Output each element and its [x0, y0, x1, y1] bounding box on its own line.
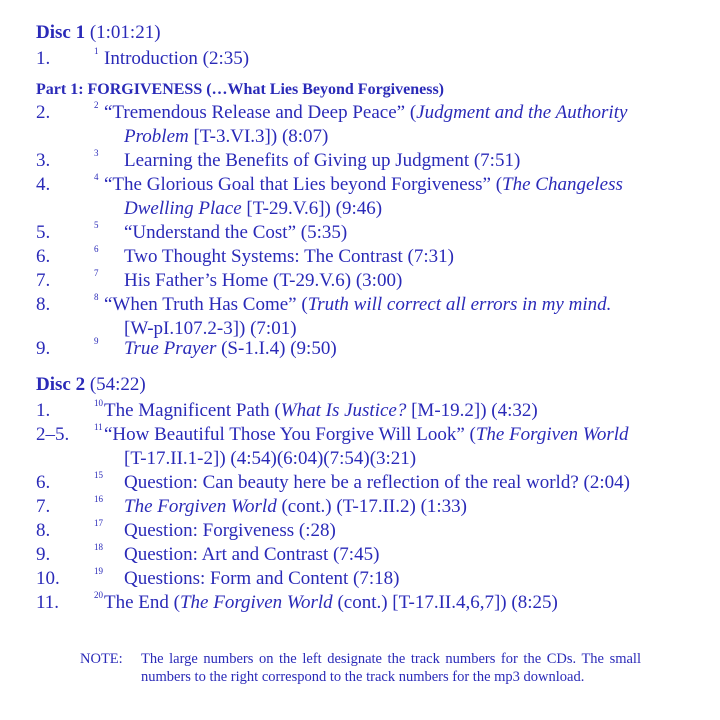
- track-title: Question: Art and Contrast (7:45): [124, 544, 380, 565]
- track-number: 11.: [36, 592, 60, 613]
- disc2-header: [36, 374, 146, 396]
- track-title-continued: [W-pI.107.2-3]) (7:01): [124, 318, 297, 339]
- mp3-track-number: 5: [94, 220, 99, 230]
- mp3-track-number: 1: [94, 46, 99, 56]
- track-title: Questions: Form and Content (7:18): [124, 568, 400, 589]
- track-number: 8.: [36, 294, 51, 315]
- track-title: Question: Forgiveness (:28): [124, 520, 336, 541]
- track-title: The Magnificent Path (What Is Justice? [M-19.2]) (4:32): [104, 400, 538, 421]
- disc1-duration: (1:01:21): [89, 22, 161, 43]
- mp3-track-number: 18: [94, 542, 103, 552]
- track-title: “Tremendous Release and Deep Peace” (Judgment and the Authority: [104, 102, 628, 123]
- track-title-continued: Dwelling Place [T-29.V.6]) (9:46): [124, 198, 383, 219]
- track-number: 8.: [36, 520, 51, 541]
- disc2-label: Disc 2: [36, 374, 86, 395]
- track-title: Question: Can beauty here be a reflection of the real world? (2:04): [124, 472, 630, 493]
- track-number: 6.: [36, 472, 51, 493]
- track-title: “How Beautiful Those You Forgive Will Look” (The Forgiven World: [104, 424, 629, 445]
- track-number: 9.: [36, 544, 51, 565]
- track-number: 4.: [36, 174, 51, 195]
- track-title: “Understand the Cost” (5:35): [124, 222, 348, 243]
- track-number: 10.: [36, 568, 60, 589]
- disc2-duration: (54:22): [89, 374, 146, 395]
- track-number: 9.: [36, 338, 51, 359]
- track-number: 2–5.: [36, 424, 70, 445]
- mp3-track-number: 17: [94, 518, 103, 528]
- track-number: 1.: [36, 400, 51, 421]
- mp3-track-number: 20: [94, 590, 103, 600]
- track-title: The End (The Forgiven World (cont.) [T-17.II.4,6,7]) (8:25): [104, 592, 558, 613]
- track-number: 7.: [36, 270, 51, 291]
- disc1-label: Disc 1: [36, 22, 86, 43]
- mp3-track-number: 10: [94, 398, 103, 408]
- track-title: “When Truth Has Come” (Truth will correct all errors in my mind.: [104, 294, 612, 315]
- track-number: 1.: [36, 48, 51, 69]
- mp3-track-number: 15: [94, 470, 103, 480]
- track-title: True Prayer (S-1.I.4) (9:50): [124, 338, 337, 359]
- mp3-track-number: 6: [94, 244, 99, 254]
- mp3-track-number: 7: [94, 268, 99, 278]
- track-number: 7.: [36, 496, 51, 517]
- track-title: Learning the Benefits of Giving up Judgment (7:51): [124, 150, 521, 171]
- track-number: 3.: [36, 150, 51, 171]
- track-title-continued: Problem [T-3.VI.3]) (8:07): [124, 126, 329, 147]
- note-label: NOTE:: [80, 651, 123, 667]
- track-title: The Forgiven World (cont.) (T-17.II.2) (1:33): [124, 496, 467, 517]
- disc1-header: [36, 22, 161, 44]
- mp3-track-number: 8: [94, 292, 99, 302]
- track-title: His Father’s Home (T-29.V.6) (3:00): [124, 270, 403, 291]
- track-title: Introduction (2:35): [104, 48, 250, 69]
- track-number: 6.: [36, 246, 51, 267]
- mp3-track-number: 16: [94, 494, 103, 504]
- mp3-track-number: 4: [94, 172, 99, 182]
- mp3-track-number: 2: [94, 100, 99, 110]
- track-number: 2.: [36, 102, 51, 123]
- note-text: The large numbers on the left designate the track numbers for the CDs. The small numbers to the right correspond to the track numbers for the mp3 download.: [141, 651, 641, 685]
- track-number: 5.: [36, 222, 51, 243]
- mp3-track-number: 11: [94, 422, 103, 432]
- track-title: “The Glorious Goal that Lies beyond Forgiveness” (The Changeless: [104, 174, 623, 195]
- track-title: Two Thought Systems: The Contrast (7:31): [124, 246, 454, 267]
- mp3-track-number: 19: [94, 566, 103, 576]
- mp3-track-number: 9: [94, 336, 99, 346]
- track-title-continued: [T-17.II.1-2]) (4:54)(6:04)(7:54)(3:21): [124, 448, 417, 469]
- mp3-track-number: 3: [94, 148, 99, 158]
- part-heading: Part 1: FORGIVENESS (…What Lies Beyond Forgiveness): [36, 81, 444, 98]
